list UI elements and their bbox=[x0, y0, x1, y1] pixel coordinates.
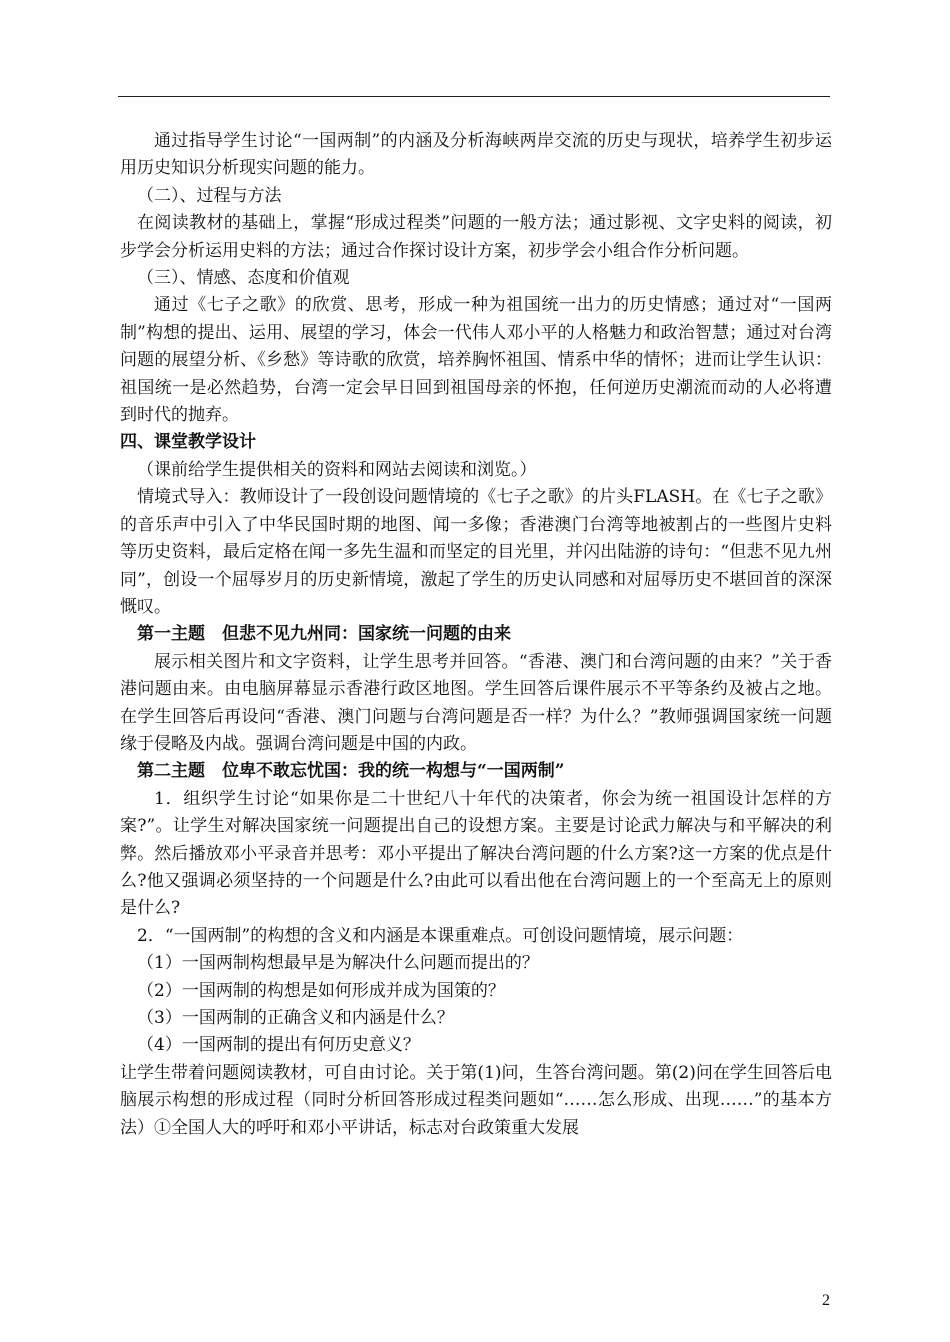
document-body bbox=[120, 128, 832, 1142]
question-item: （1）一国两制构想最早是为解决什么问题而提出的？ bbox=[137, 953, 539, 974]
paragraph: （三）、情感、态度和价值观 bbox=[137, 268, 350, 289]
topic-heading: 第一主题 但悲不见九州同：国家统一问题的由来 bbox=[137, 624, 511, 645]
paragraph: 在阅读教材的基础上，掌握“形成过程类”问题的一般方法；通过影视、文字史料的阅读，初步学会分析运用史料的方法；通过合作探讨设计方案，初步学会小组合作分析问题。 bbox=[120, 213, 832, 261]
paragraph: （二）、过程与方法 bbox=[137, 185, 282, 206]
question-item: （3）一国两制的正确含义和内涵是什么？ bbox=[137, 1008, 454, 1028]
question-item: （4）一国两制的提出有何历史意义？ bbox=[137, 1035, 420, 1056]
paragraph: 情境式导入：教师设计了一段创设问题情境的《七子之歌》的片头FLASH。在《七子之歌》的音乐声中引入了中华民国时期的地图、闻一多像；香港澳门台湾等地被割占的一些图片史料等历史资料，最后定格在闻一多先生温和而坚定的目光里，并闪出陆游的诗句：“但悲不见九州同”，创设一个屈辱岁月的历史新情境，激起了学生的历史认同感和对屈辱历史不堪回首的深深慨叹。 bbox=[120, 487, 832, 617]
paragraph: 通过《七子之歌》的欣赏、思考，形成一种为祖国统一出力的历史情感；通过对“一国两制”构想的提出、运用、展望的学习，体会一代伟人邓小平的人格魅力和政治智慧；通过对台湾问题的展望分析、《乡愁》等诗歌的欣赏，培养胸怀祖国、情系中华的情怀；进而让学生认识：祖国统一是必然趋势，台湾一定会早日回到祖国母亲的怀抱，任何逆历史潮流而动的人必将遭到时代的抛弃。 bbox=[120, 295, 832, 426]
paragraph: 2．“一国两制”的构想的含义和内涵是本课重难点。可创设问题情境，展示问题： bbox=[137, 925, 744, 946]
paragraph: 让学生带着问题阅读教材，可自由讨论。关于第(1)问，生答台湾问题。第(2)问在学生回答后电脑展示构想的形成过程（同时分析回答形成过程类问题如“……怎么形成、出现……”的基本方法）①全国人大的呼吁和邓小平讲话，标志对台政策重大发展 bbox=[120, 1062, 832, 1138]
topic-heading: 第二主题 位卑不敢忘忧国：我的统一构想与“一国两制” bbox=[137, 761, 565, 782]
question-item: （2）一国两制的构想是如何形成并成为国策的？ bbox=[137, 980, 505, 1001]
header-rule bbox=[118, 96, 830, 97]
page-number: 2 bbox=[822, 1292, 830, 1309]
section-heading: 四、课堂教学设计 bbox=[120, 432, 256, 453]
paragraph: 展示相关图片和文字资料，让学生思考并回答。“香港、澳门和台湾问题的由来？”关于香港问题由来。由电脑屏幕显示香港行政区地图。学生回答后课件展示不平等条约及被占之地。在学生回答后再设问“香港、澳门问题与台湾问题是否一样？为什么？”教师强调国家统一问题缘于侵略及内战。强调台湾问题是中国的内政。 bbox=[120, 651, 832, 754]
paragraph: 1．组织学生讨论“如果你是二十世纪八十年代的决策者，你会为统一祖国设计怎样的方案?”。让学生对解决国家统一问题提出自己的设想方案。主要是讨论武力解决与和平解决的利弊。然后播放邓小平录音并思考：邓小平提出了解决台湾问题的什么方案?这一方案的优点是什么?他又强调必须坚持的一个问题是什么?由此可以看出他在台湾问题上的一个至高无上的原则是什么? bbox=[120, 788, 832, 919]
paragraph: （课前给学生提供相关的资料和网站去阅读和浏览。） bbox=[137, 459, 537, 480]
paragraph: 通过指导学生讨论“一国两制”的内涵及分析海峡两岸交流的历史与现状，培养学生初步运用历史知识分析现实问题的能力。 bbox=[120, 131, 832, 179]
